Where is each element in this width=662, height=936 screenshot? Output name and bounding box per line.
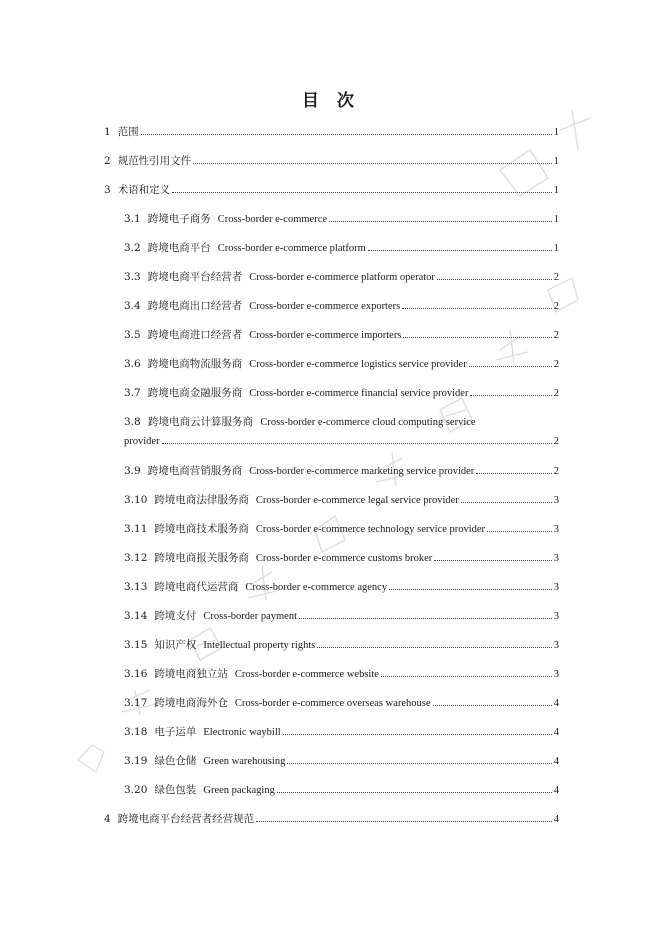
toc-entry-3-10[interactable] (0, 492, 662, 512)
toc-entry-english-title: Cross-border e-commerce exporters (249, 301, 401, 312)
toc-entry-page: 2 (553, 272, 559, 283)
toc-entry-english-title-continued: provider (124, 436, 160, 447)
toc-entry-page: 2 (553, 466, 559, 477)
dot-leader (141, 133, 552, 135)
toc-entry-english-title: Cross-border e-commerce cloud computing service (260, 417, 476, 428)
toc-entry-title: 跨境电子商务 (147, 213, 211, 225)
toc-entry-english-title: Intellectual property rights (203, 640, 316, 651)
dot-leader (469, 365, 552, 367)
toc-entry-title: 跨境电商报关服务商 (154, 552, 249, 564)
toc-entry-1[interactable] (0, 124, 662, 144)
toc-entry-number: 3.8 (124, 416, 141, 428)
toc-entry-page: 4 (553, 698, 559, 709)
dot-leader (287, 762, 551, 764)
toc-entry-number: 1 (104, 126, 111, 138)
toc-entry-number: 2 (104, 155, 111, 167)
dot-leader (329, 220, 552, 222)
toc-entry-3-9[interactable] (0, 463, 662, 483)
toc-entry-3-17[interactable] (0, 695, 662, 715)
toc-entry-page: 4 (553, 814, 559, 825)
dot-leader (256, 820, 552, 822)
dot-leader (381, 675, 552, 677)
dot-leader (470, 394, 551, 396)
toc-entry-page: 2 (553, 436, 559, 447)
toc-entry-3-4[interactable] (0, 298, 662, 318)
dot-leader (277, 791, 552, 793)
toc-entry-number: 3.13 (124, 581, 148, 593)
toc-entry-title: 绿色包装 (154, 784, 197, 796)
dot-leader (433, 704, 552, 706)
toc-entry-page: 2 (553, 359, 559, 370)
toc-entry-title: 跨境电商物流服务商 (147, 358, 243, 370)
toc-entry-title: 跨境电商金融服务商 (147, 387, 243, 399)
toc-entry-number: 3.16 (124, 668, 148, 680)
toc-entry-page: 3 (553, 582, 559, 593)
toc-entry-4[interactable] (0, 811, 662, 831)
toc-entry-3[interactable] (0, 182, 662, 202)
toc-entry-3-5[interactable] (0, 327, 662, 347)
toc-entry-3-3[interactable] (0, 269, 662, 289)
page-title: 目 次 (302, 91, 360, 111)
toc-entry-3-1[interactable] (0, 211, 662, 231)
toc-entry-page: 4 (553, 727, 559, 738)
toc-entry-english-title: Cross-border e-commerce (217, 214, 328, 225)
toc-entry-english-title: Cross-border e-commerce legal service provider (255, 495, 459, 506)
toc-entry-3-8[interactable] (0, 414, 662, 454)
dot-leader (389, 588, 552, 590)
toc-entry-page: 1 (553, 214, 559, 225)
toc-entry-page: 2 (553, 301, 559, 312)
toc-entry-3-15[interactable] (0, 637, 662, 657)
dot-leader (402, 307, 552, 309)
toc-entry-title: 跨境电商独立站 (154, 668, 228, 680)
dot-leader (461, 501, 552, 503)
toc-entry-number: 3.7 (124, 387, 141, 399)
toc-entry-page: 3 (553, 524, 559, 535)
toc-entry-number: 3.20 (124, 784, 148, 796)
toc-entry-title: 跨境电商平台经营者 (147, 271, 243, 283)
toc-entry-page: 4 (553, 756, 559, 767)
toc-entry-3-13[interactable] (0, 579, 662, 599)
toc-entry-page: 3 (553, 495, 559, 506)
toc-entry-number: 3.14 (124, 610, 148, 622)
toc-entry-title: 跨境电商平台经营者经营规范 (117, 813, 255, 825)
toc-entry-english-title: Cross-border payment (203, 611, 297, 622)
toc-entry-title: 跨境电商进口经营者 (147, 329, 243, 341)
toc-entry-english-title: Cross-border e-commerce technology service provider (255, 524, 486, 535)
toc-entry-page: 1 (553, 243, 559, 254)
toc-entry-english-title: Green packaging (203, 785, 275, 796)
dot-leader (368, 249, 552, 251)
toc-entry-title: 术语和定义 (117, 184, 171, 196)
toc-entry-english-title: Cross-border e-commerce platform (217, 243, 366, 254)
toc-entry-title: 规范性引用文件 (117, 155, 192, 167)
toc-entry-title: 跨境电商云计算服务商 (148, 416, 254, 428)
toc-entry-page: 1 (553, 156, 559, 167)
toc-entry-page: 3 (553, 611, 559, 622)
toc-entry-english-title: Cross-border e-commerce logistics service provider (249, 359, 467, 370)
dot-leader (434, 559, 551, 561)
toc-entry-page: 4 (553, 785, 559, 796)
toc-entry-title: 跨境电商技术服务商 (154, 523, 249, 535)
toc-entry-english-title: Cross-border e-commerce platform operator (249, 272, 435, 283)
toc-entry-page: 1 (553, 185, 559, 196)
toc-entry-3-18[interactable] (0, 724, 662, 744)
toc-entry-title: 跨境电商法律服务商 (154, 494, 249, 506)
toc-entry-3-14[interactable] (0, 608, 662, 628)
toc-entry-title: 绿色仓储 (154, 755, 197, 767)
dot-leader (487, 530, 552, 532)
toc-entry-number: 3.17 (124, 697, 148, 709)
toc-entry-english-title: Cross-border e-commerce financial service provider (249, 388, 469, 399)
toc-entry-title: 范围 (117, 126, 139, 138)
toc-entry-english-title: Electronic waybill (203, 727, 281, 738)
toc-entry-number: 4 (104, 813, 111, 825)
toc-entry-3-6[interactable] (0, 356, 662, 376)
toc-entry-3-20[interactable] (0, 782, 662, 802)
toc-entry-number: 3.15 (124, 639, 148, 651)
toc-entry-page: 2 (553, 330, 559, 341)
toc-entry-english-title: Cross-border e-commerce agency (245, 582, 388, 593)
dot-leader (437, 278, 552, 280)
toc-entry-page: 3 (553, 669, 559, 680)
toc-entry-number: 3.5 (124, 329, 141, 341)
toc-entry-title: 跨境电商平台 (147, 242, 211, 254)
dot-leader (193, 162, 552, 164)
dot-leader (317, 646, 551, 648)
toc-entry-english-title: Cross-border e-commerce overseas warehouse (234, 698, 431, 709)
toc-entry-title: 知识产权 (154, 639, 197, 651)
toc-entry-number: 3.11 (124, 523, 148, 535)
toc-entry-page: 3 (553, 640, 559, 651)
toc-entry-english-title: Cross-border e-commerce website (234, 669, 379, 680)
toc-entry-english-title: Green warehousing (203, 756, 286, 767)
toc-entry-3-2[interactable] (0, 240, 662, 260)
toc-entry-number: 3.2 (124, 242, 141, 254)
toc-entry-english-title: Cross-border e-commerce customs broker (255, 553, 433, 564)
toc-entry-title: 跨境电商代运营商 (154, 581, 239, 593)
toc-entry-number: 3.1 (124, 213, 141, 225)
toc-entry-page: 2 (553, 388, 559, 399)
toc-entry-3-12[interactable] (0, 550, 662, 570)
dot-leader (172, 191, 552, 193)
toc-entry-3-7[interactable] (0, 385, 662, 405)
toc-entry-number: 3.19 (124, 755, 148, 767)
toc-entry-page: 1 (553, 127, 559, 138)
toc-entry-number: 3.9 (124, 465, 141, 477)
toc-entry-number: 3.12 (124, 552, 148, 564)
toc-entry-title: 跨境电商出口经营者 (147, 300, 243, 312)
toc-entry-title: 电子运单 (154, 726, 197, 738)
dot-leader (476, 472, 551, 474)
toc-entry-title: 跨境电商营销服务商 (147, 465, 243, 477)
toc-entry-title: 跨境电商海外仓 (154, 697, 228, 709)
toc-entry-page: 3 (553, 553, 559, 564)
toc-entry-number: 3.6 (124, 358, 141, 370)
dot-leader (403, 336, 551, 338)
toc-entry-title: 跨境支付 (154, 610, 197, 622)
toc-entry-number: 3.10 (124, 494, 148, 506)
toc-entry-number: 3 (104, 184, 111, 196)
toc-entry-number: 3.18 (124, 726, 148, 738)
toc-entry-number: 3.3 (124, 271, 141, 283)
dot-leader (299, 617, 552, 619)
toc-entry-english-title: Cross-border e-commerce marketing service provider (249, 466, 475, 477)
toc-entry-3-19[interactable] (0, 753, 662, 773)
dot-leader (283, 733, 552, 735)
toc-entry-english-title: Cross-border e-commerce importers (249, 330, 402, 341)
toc-entry-2[interactable] (0, 153, 662, 173)
dot-leader (162, 442, 552, 444)
toc-entry-3-11[interactable] (0, 521, 662, 541)
toc-entry-3-16[interactable] (0, 666, 662, 686)
toc-entry-number: 3.4 (124, 300, 141, 312)
